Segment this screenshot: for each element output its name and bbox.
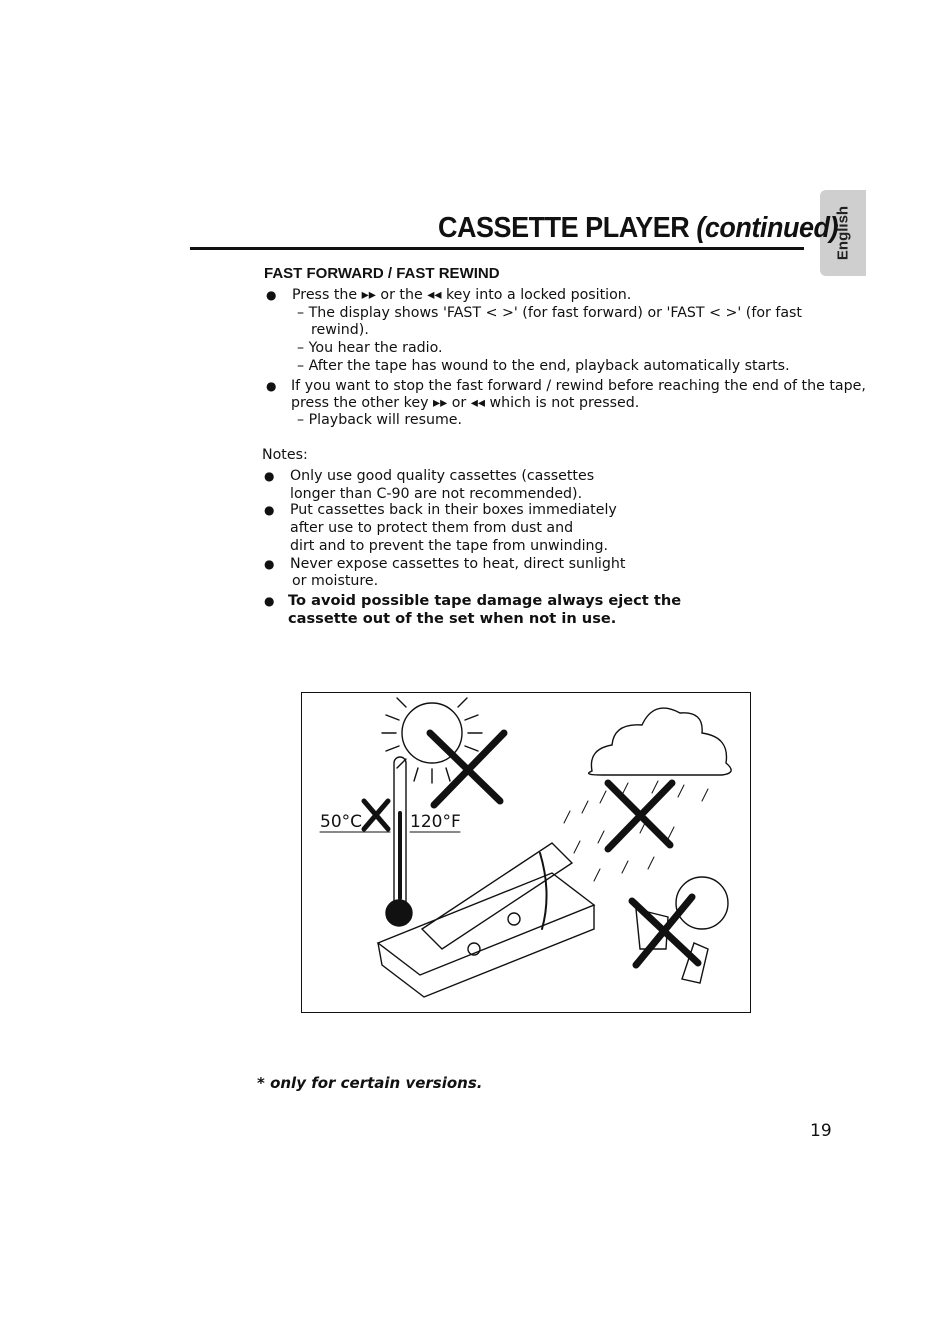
note-line: Only use good quality cassettes (cassettes — [290, 468, 595, 484]
section-line: rewind). — [311, 322, 369, 338]
section-line: press the other key ▸▸ or ◂◂ which is not pressed. — [291, 395, 640, 411]
temp-celsius: 50°C — [320, 812, 363, 832]
note-line-bold: To avoid possible tape damage always eject the — [288, 592, 682, 609]
section-line: Press the ▸▸ or the ◂◂ key into a locked position. — [292, 287, 632, 303]
cloud-icon — [589, 708, 731, 775]
cassette-case-icon — [378, 873, 594, 975]
notes-heading: Notes: — [262, 447, 308, 463]
cross-mark-icon — [608, 783, 672, 849]
illustration-drawing — [302, 693, 749, 1011]
note-line: Put cassettes back in their boxes immediately — [290, 502, 617, 518]
bullet: ● — [266, 288, 277, 302]
bullet: ● — [264, 594, 275, 608]
bullet: ● — [264, 557, 275, 571]
section-heading: FAST FORWARD / FAST REWIND — [264, 265, 500, 282]
note-line-bold: cassette out of the set when not in use. — [288, 610, 617, 627]
bullet: ● — [264, 469, 275, 483]
note-line: longer than C-90 are not recommended). — [290, 486, 583, 502]
cross-mark-icon — [430, 733, 504, 805]
page-title: CASSETTE PLAYER (continued) — [438, 212, 839, 244]
temp-fahrenheit: 120°F — [410, 812, 461, 832]
note-line: dirt and to prevent the tape from unwinding. — [290, 538, 609, 554]
page-number: 19 — [810, 1121, 832, 1141]
section-line: – After the tape has wound to the end, playback automatically starts. — [297, 358, 790, 374]
section-line: If you want to stop the fast forward / rewind before reaching the end of the tape, — [291, 378, 866, 394]
section-line: – The display shows 'FAST < >' (for fast forward) or 'FAST < >' (for fast — [297, 305, 802, 321]
title-rule — [190, 247, 804, 250]
section-line: – You hear the radio. — [297, 340, 443, 356]
note-line: after use to protect them from dust and — [290, 520, 574, 536]
bullet: ● — [266, 379, 277, 393]
language-tab-label: English — [834, 205, 852, 261]
section-line: – Playback will resume. — [297, 412, 463, 428]
rain-lines — [564, 781, 708, 881]
note-line: or moisture. — [292, 573, 379, 589]
cassette-care-illustration — [301, 692, 751, 1013]
note-line: Never expose cassettes to heat, direct sunlight — [290, 556, 626, 572]
cross-mark-icon — [632, 897, 698, 965]
bullet: ● — [264, 503, 275, 517]
footnote: * only for certain versions. — [257, 1074, 483, 1092]
